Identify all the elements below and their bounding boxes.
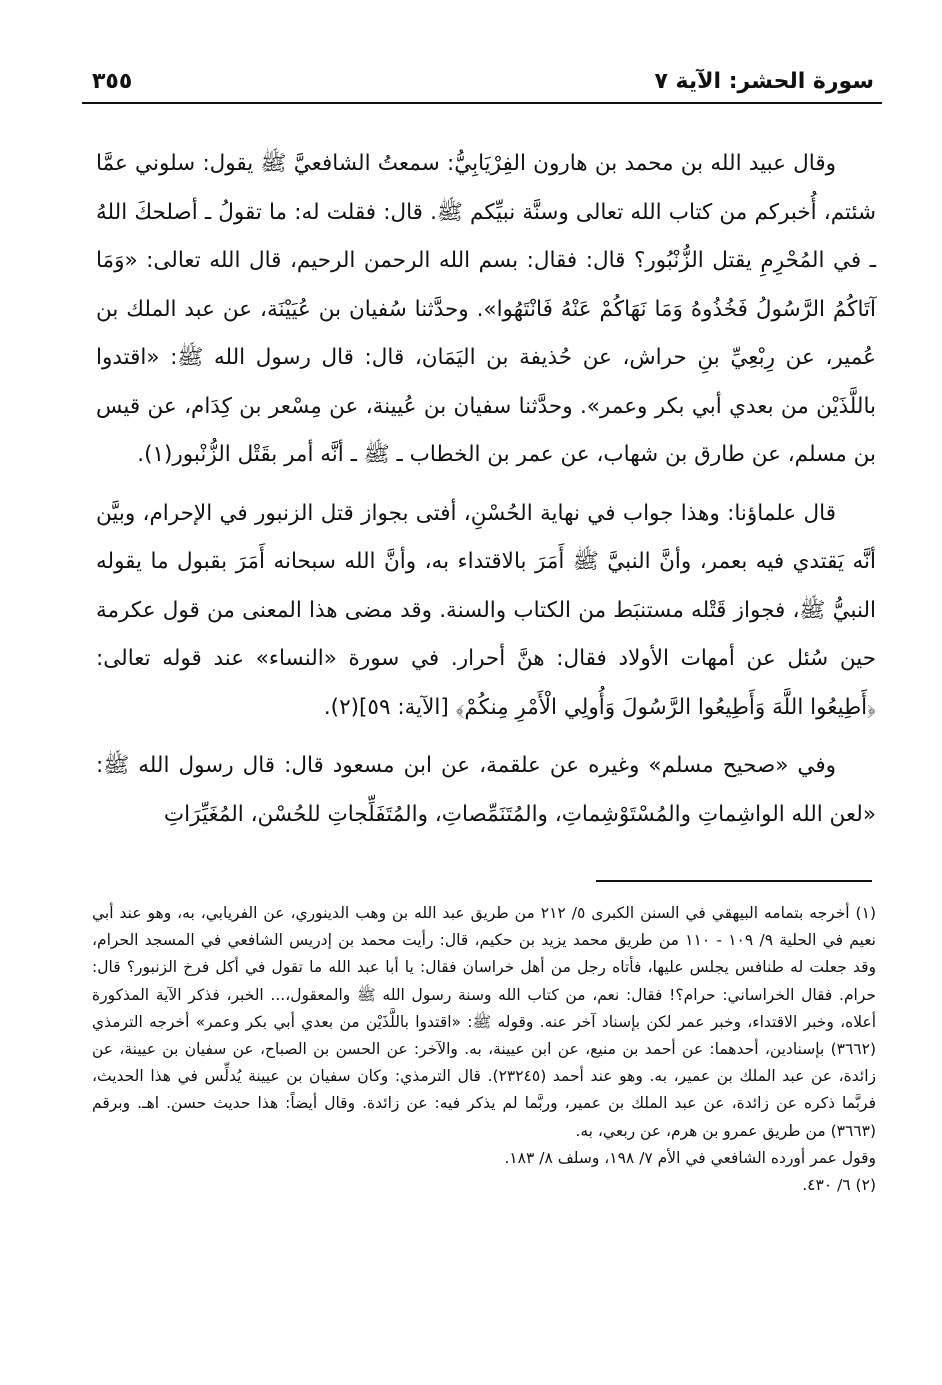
main-text	[96, 140, 876, 849]
footnote-1: (١) أخرجه بتمامه البيهقي في السنن الكبرى ٥/ ٢١٢ من طريق عبد الله بن وهب الدينوري، عن الفريابي، به، وهو عند أبي نعيم في الحلية ٩/ ١٠٩ - ١١٠ من طريق محمد يزيد بن حكيم، قال: رأيت محمد بن إدريس الشافعي في المسجد الحرام، وقد جعلت له طنافس يجلس عليها، فأتاه رجل من أهل خراسان فقال: يا أبا عبد الله ما تقول في أكل فرخ الزنبور؟ قال: حرام. فقال الخراساني: حرام؟! فقال: نعم، من كتاب الله وسنة رسول الله ﷺ والمعقول،... الخبر، فذكر الآية المذكورة أعلاه، وخبر الاقتداء، وخبر عمر لكن بإسناد آخر عنه. وقوله ﷺ: «اقتدوا باللَّذَيْن من بعدي أبي بكر وعمر» أخرجه الترمذي (٣٦٦٢) بإسنادين، أحدهما: عن أحمد بن منيع، عن ابن عيينة، به. والآخر: عن الحسن بن الصباح، عن سفيان بن عيينة، عن زائدة، عن عبد الملك بن عمير، به. وهو عند أحمد (٢٣٢٤٥). قال الترمذي: وكان سفيان بن عيينة يُدلِّس في هذا الحديث، فربَّما ذكره عن زائدة، عن عبد الملك بن عمير، وربَّما لم يذكر فيه: عن زائدة. وقال أيضاً: هذا حديث حسن. اهـ. وبرقم (٣٦٦٣) من طريق عمرو بن هرم، عن ربعي، به.	[92, 904, 876, 1140]
footnote-separator	[596, 880, 872, 882]
running-title: سورة الحشر: الآية ٧	[654, 68, 874, 94]
footnote-1-continuation: وقول عمر أورده الشافعي في الأم ٧/ ١٩٨، وسلف ٨/ ١٨٣.	[504, 1148, 876, 1167]
header-rule	[82, 102, 882, 104]
running-header	[92, 64, 874, 98]
footnotes	[92, 900, 876, 1199]
paragraph-2: قال علماؤنا: وهذا جواب في نهاية الحُسْنِ، أفتى بجواز قتل الزنبور في الإحرام، وبيَّن أنَّه يَقتدي فيه بعمر، وأنَّ النبيَّ ﷺ أَمَرَ بالاقتداء به، وأنَّ الله سبحانه أَمَرَ بقبول ما يقوله النبيُّ ﷺ، فجواز قَتْله مستنبَط من الكتاب والسنة. وقد مضى هذا المعنى من قول عكرمة حين سُئل عن أمهات الأولاد فقال: هنَّ أحرار. في سورة «النساء» عند قوله تعالى: ﴿أَطِيعُوا اللَّهَ وَأَطِيعُوا الرَّسُولَ وَأُولِي الْأَمْرِ مِنكُمْ﴾ [الآية: ٥٩](٢).	[96, 500, 876, 720]
paragraph-1: وقال عبيد الله بن محمد بن هارون الفِرْيَابِيُّ: سمعتُ الشافعيَّ ﷺ يقول: سلوني عمَّا شئتم، أُخبركم من كتاب الله تعالى وسنَّة نبيِّكم ﷺ. قال: فقلت له: ما تقولُ ـ أصلحكَ اللهُ ـ في المُحْرِمِ يقتل الزُّنْبُور؟ قال: فقال: بسم الله الرحمن الرحيم، قال الله تعالى: «وَمَا آتَاكُمُ الرَّسُولُ فَخُذُوهُ وَمَا نَهَاكُمْ عَنْهُ فَانْتَهُوا». وحدَّثنا سُفيان بن عُيَيْنَة، عن عبد الملك بن عُمير، عن رِبْعِيِّ بنِ حراش، عن حُذيفة بن اليَمَان، قال: قال رسول الله ﷺ: «اقتدوا باللَّذَيْن من بعدي أبي بكر وعمر». وحدَّثنا سفيان بن عُيينة، عن مِسْعر بن كِدَام، عن قيس بن مسلم، عن طارق بن شهاب، عن عمر بن الخطاب ـ ﷺ ـ أنَّه أمر بقَتْل الزُّنْبور(١).	[96, 151, 876, 467]
page-number: ٣٥٥	[92, 68, 133, 94]
paragraph-3: وفي «صحيح مسلم» وغيره عن علقمة، عن ابن مسعود قال: قال رسول الله ﷺ: «لعن الله الواشِماتِ والمُسْتَوْشِماتِ، والمُتَنَمِّصاتِ، والمُتَفَلِّجاتِ للحُسْن، المُغَيِّرَاتِ	[96, 753, 876, 827]
footnote-2: (٢) ٦/ ٤٣٠.	[802, 1176, 876, 1195]
